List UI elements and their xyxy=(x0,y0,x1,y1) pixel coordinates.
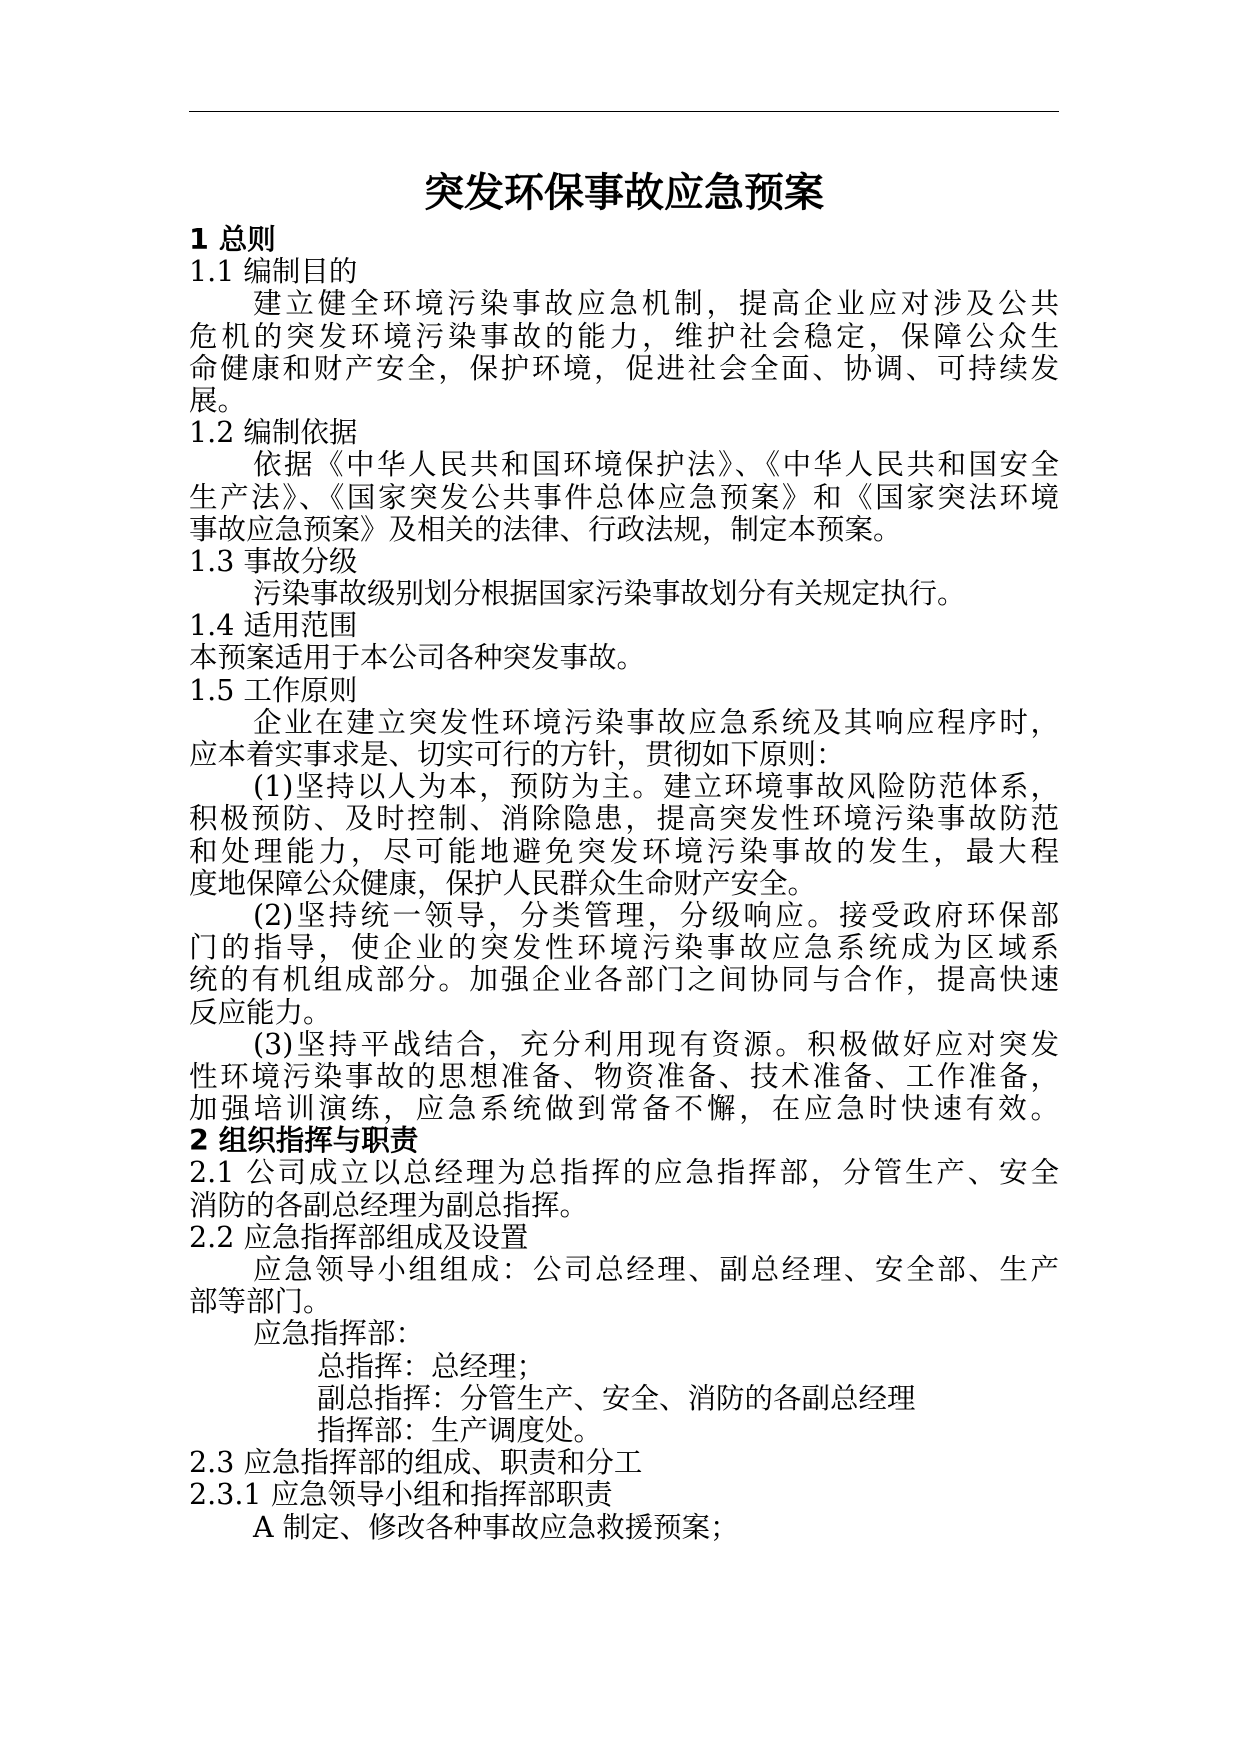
text-line: 指挥部：生产调度处。 xyxy=(317,1413,603,1447)
text-line: 2.2 应急指挥部组成及设置 xyxy=(189,1220,529,1254)
text-line: 应急领导小组组成：公司总经理、副总经理、安全部、生产 xyxy=(253,1253,1059,1286)
text-line: 性环境污染事故的思想准备、物资准备、技术准备、工作准备， xyxy=(189,1059,1059,1093)
text-line: 和处理能力，尽可能地避免突发环境污染事故的发生，最大程 xyxy=(189,834,1059,868)
text-line: 建立健全环境污染事故应急机制，提高企业应对涉及公共 xyxy=(253,287,1059,321)
text-line: A 制定、修改各种事故应急救援预案； xyxy=(253,1510,739,1544)
text-line: 1.3 事故分级 xyxy=(189,544,358,578)
text-line: 2.3.1 应急领导小组和指挥部职责 xyxy=(189,1478,613,1512)
text-line: 统的有机组成部分。加强企业各部门之间协同与合作，提高快速 xyxy=(189,963,1059,997)
text-line: (3)坚持平战结合，充分利用现有资源。积极做好应对突发 xyxy=(253,1027,1059,1061)
text-line: 加强培训演练，应急系统做到常备不懈，在应急时快速有效。 xyxy=(189,1092,1059,1126)
text-line: 展。 xyxy=(189,383,247,417)
section-heading: 1 总则 xyxy=(189,223,276,256)
text-line: 依据《中华人民共和国环境保护法》、《中华人民共和国安全 xyxy=(253,448,1059,482)
document-body xyxy=(189,224,1059,1544)
text-line: 生产法》、《国家突发公共事件总体应急预案》和《国家突法环境 xyxy=(189,480,1059,514)
text-line: 1.4 适用范围 xyxy=(189,609,358,643)
text-line: 1.5 工作原则 xyxy=(189,673,358,707)
text-line: 1.2 编制依据 xyxy=(189,416,358,450)
text-line: 2.3 应急指挥部的组成、职责和分工 xyxy=(189,1446,643,1480)
text-line: 危机的突发环境污染事故的能力，维护社会稳定，保障公众生 xyxy=(189,319,1059,353)
text-line: 反应能力。 xyxy=(189,995,332,1029)
text-line: 总指挥：总经理； xyxy=(317,1349,546,1383)
page-title: 突发环保事故应急预案 xyxy=(424,170,824,216)
text-line: 命健康和财产安全，保护环境，促进社会全面、协调、可持续发 xyxy=(189,351,1059,385)
text-line: 应本着实事求是、切实可行的方针，贯彻如下原则： xyxy=(189,738,845,771)
text-line: (2)坚持统一领导，分类管理，分级响应。接受政府环保部 xyxy=(253,898,1059,932)
header-rule xyxy=(189,111,1059,112)
text-line: 副总指挥：分管生产、安全、消防的各副总经理 xyxy=(317,1381,916,1415)
text-line: 部等部门。 xyxy=(189,1285,332,1319)
text-line: 门的指导，使企业的突发性环境污染事故应急系统成为区域系 xyxy=(189,931,1059,965)
text-line: 度地保障公众健康，保护人民群众生命财产安全。 xyxy=(189,866,817,900)
text-line: 本预案适用于本公司各种突发事故。 xyxy=(189,641,646,675)
text-line: 2.1 公司成立以总经理为总指挥的应急指挥部，分管生产、安全 xyxy=(189,1156,1059,1190)
section-heading: 2 组织指挥与职责 xyxy=(189,1124,419,1158)
text-line: 应急指挥部： xyxy=(253,1317,425,1351)
text-line: 污染事故级别划分根据国家污染事故划分有关规定执行。 xyxy=(253,577,966,611)
text-line: (1)坚持以人为本，预防为主。建立环境事故风险防范体系， xyxy=(253,770,1059,804)
text-line: 事故应急预案》及相关的法律、行政法规，制定本预案。 xyxy=(189,512,902,546)
text-line: 企业在建立突发性环境污染事故应急系统及其响应程序时， xyxy=(253,705,1059,739)
text-line: 1.1 编制目的 xyxy=(189,255,358,289)
text-line: 积极预防、及时控制、消除隐患，提高突发性环境污染事故防范 xyxy=(189,802,1059,836)
text-line: 消防的各副总经理为副总指挥。 xyxy=(189,1188,589,1222)
